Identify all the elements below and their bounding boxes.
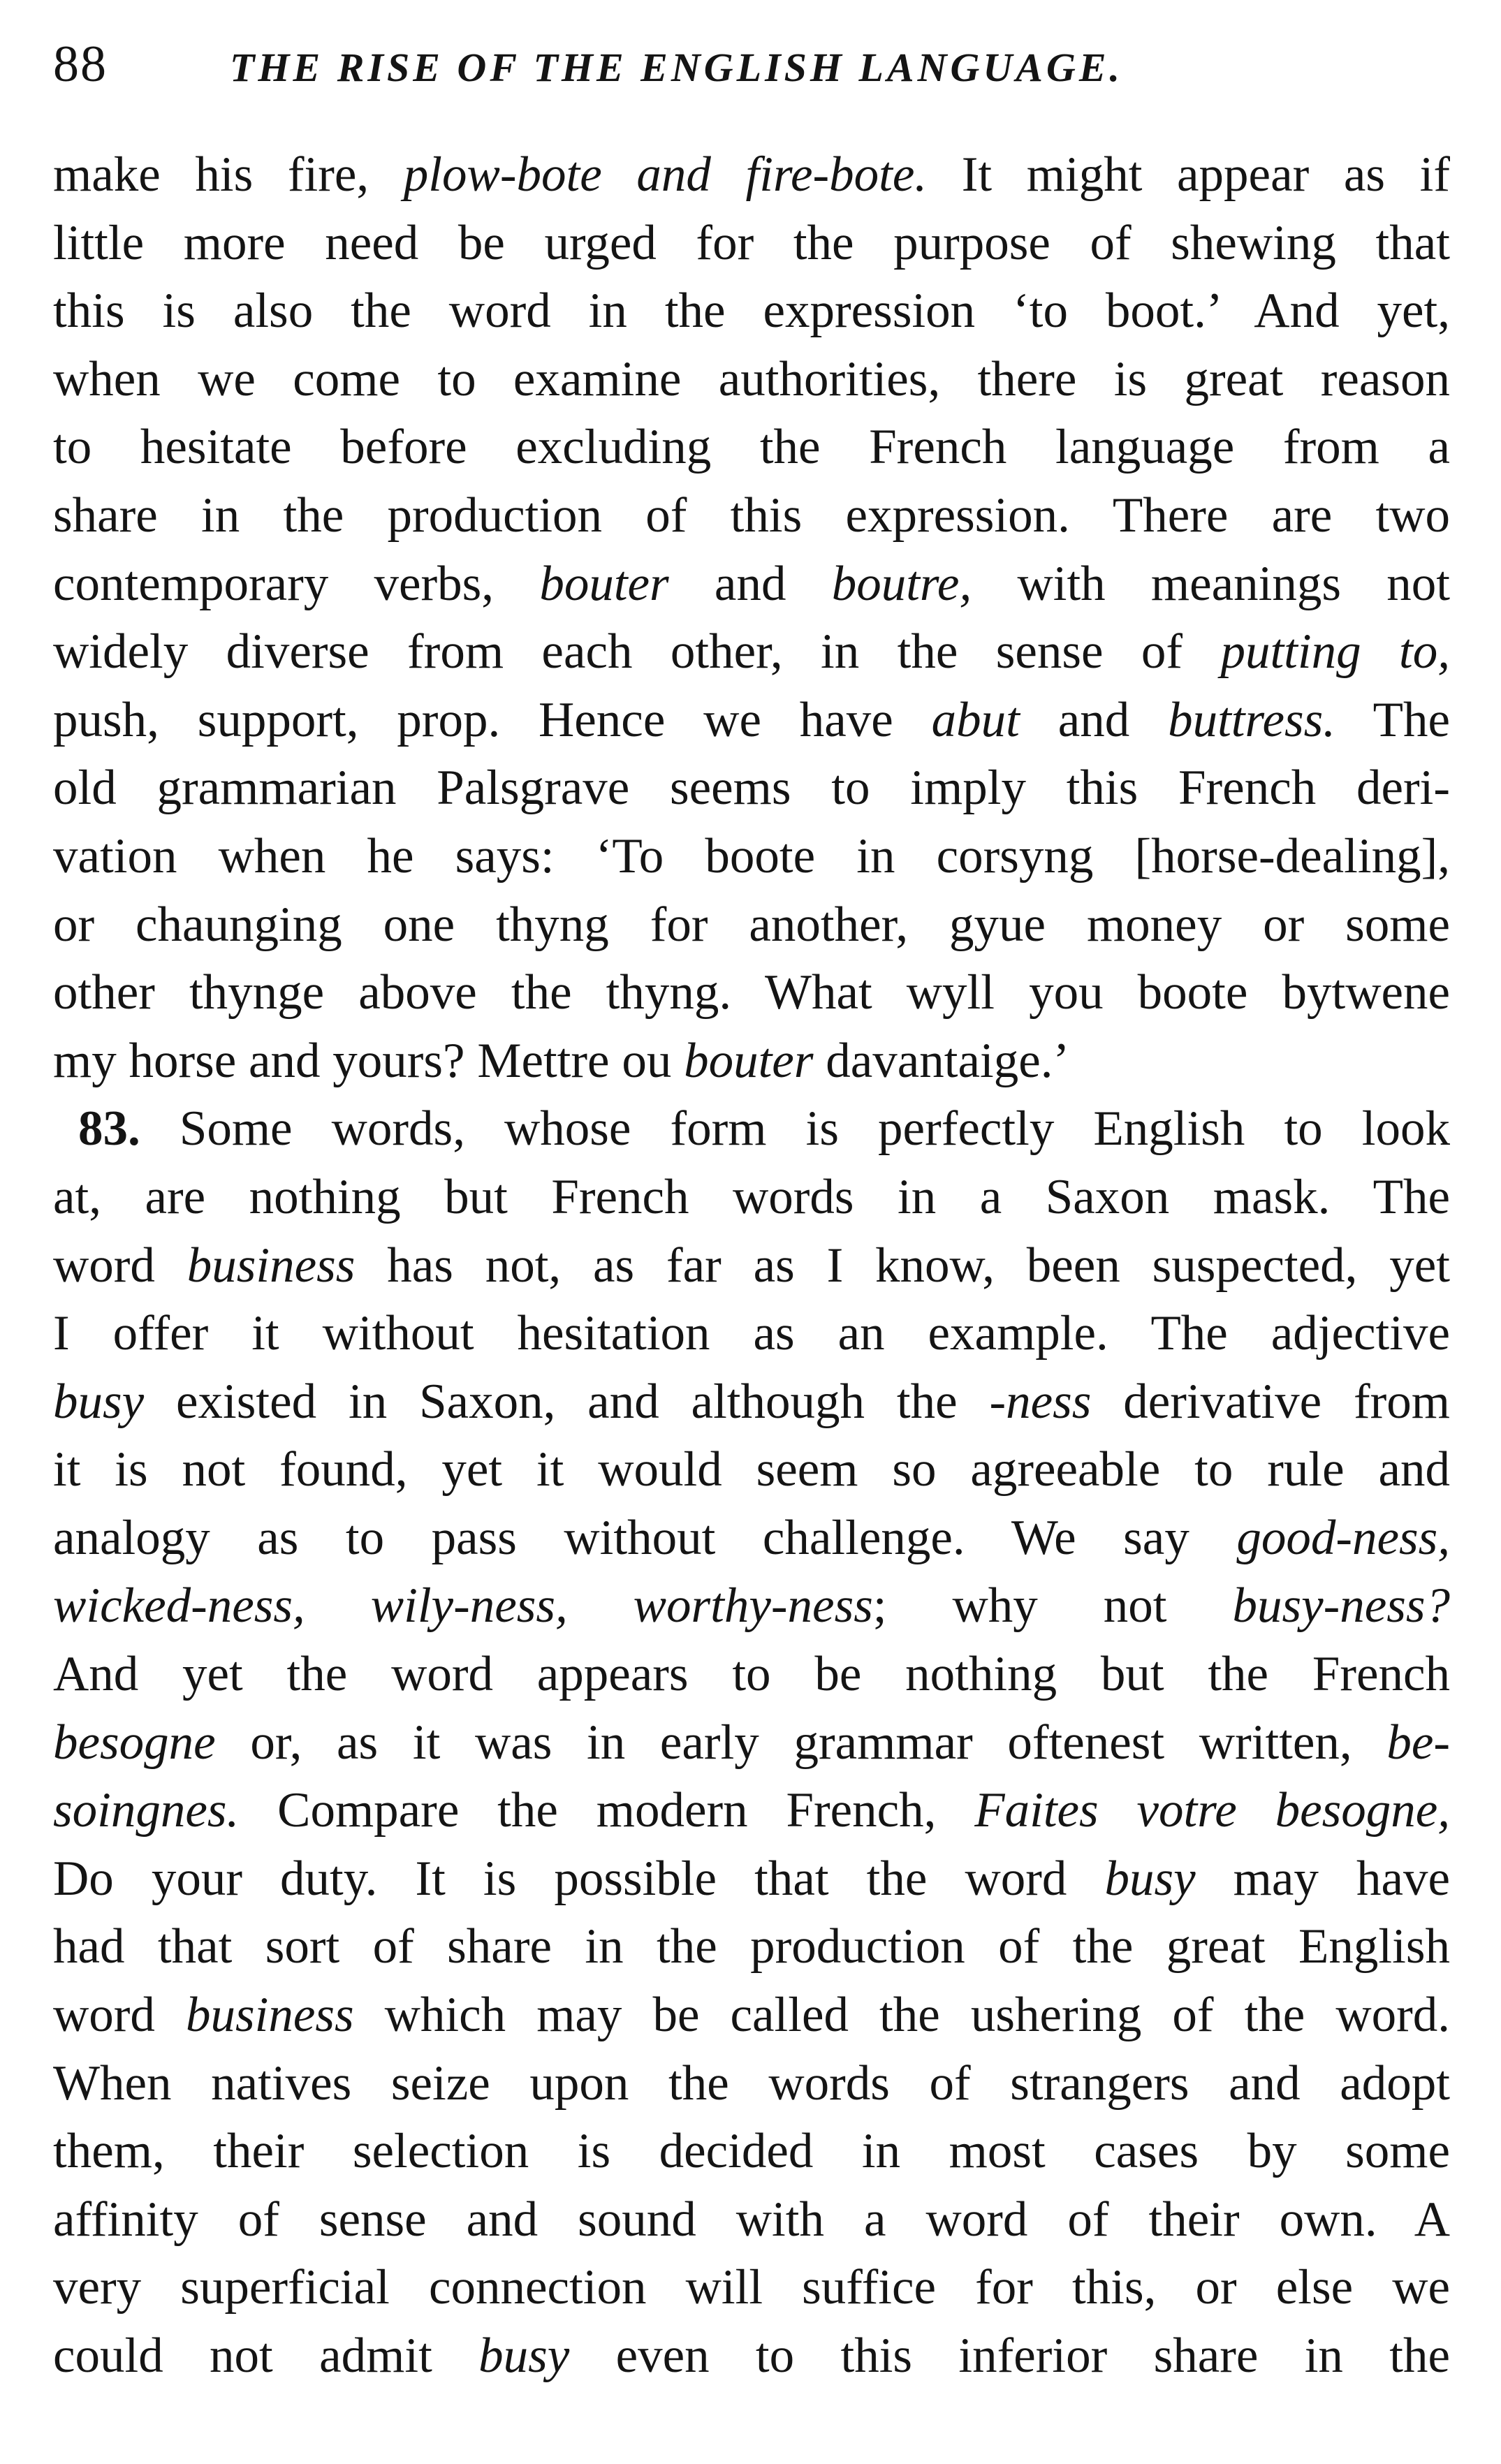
text-line [53,2254,1450,2322]
italic-term: busy [1104,1851,1196,1906]
text-segment: little more need be urged for the purpose of shewing that [53,215,1450,270]
text-line [53,1232,1450,1300]
text-segment: has not, as far as I know, been suspected, yet [355,1238,1450,1293]
text-segment: it is not found, yet it would seem so agreeable to rule and [53,1442,1450,1497]
italic-term: -ness [989,1374,1092,1429]
body-text [53,141,1450,2391]
text-line [53,141,1450,210]
text-line [53,891,1450,960]
text-segment: very superficial connection will suffice for this, or else we [53,2260,1450,2315]
text-line [53,2186,1450,2254]
italic-term: busy [478,2329,570,2383]
italic-term: bouter [684,1033,814,1088]
text-line [53,1504,1450,1573]
italic-term: bouter [539,556,669,611]
text-line [53,1368,1450,1437]
italic-term: Faites votre besogne, [974,1783,1450,1838]
running-head [53,35,1450,112]
text-segment: my horse and yours? Mettre ou [53,1033,684,1088]
text-line [53,1300,1450,1368]
text-line [53,277,1450,346]
text-segment: when we come to examine authorities, there is great reason [53,351,1450,406]
italic-term: busy [53,1374,145,1429]
page-number: 88 [53,36,108,93]
italic-term: plow-bote and fire-bote. [403,147,928,202]
italic-term: business [185,1988,354,2043]
text-segment: When natives seize upon the words of strangers and adopt [53,2055,1450,2111]
text-segment: share in the production of this expression. There are two [53,487,1450,543]
text-segment: word [53,1988,186,2043]
text-segment: and [1019,692,1169,747]
text-line [53,823,1450,891]
text-segment: had that sort of share in the production of the great English [53,1919,1450,1974]
text-segment: widely diverse from each other, in the sense of [53,624,1221,680]
section-number: 83. [78,1101,140,1157]
text-segment: make his fire, [53,147,404,202]
text-segment: at, are nothing but French words in a Saxon mask. The [53,1169,1450,1224]
text-segment: even to this inferior share in the [569,2329,1450,2383]
text-line [53,1572,1450,1641]
text-segment: push, support, prop. Hence we have [53,692,932,747]
text-segment: could not admit [53,2329,479,2383]
text-segment: or, as it was in early grammar oftenest written, [215,1715,1387,1770]
italic-term: be- [1386,1715,1450,1770]
text-segment: I offer it without hesitation as an example. The adjective [53,1306,1450,1361]
running-title: THE RISE OF THE ENGLISH LANGUAGE. [230,45,1124,90]
text-segment: this is also the word in the expression ‘to boot.’ And yet, [53,284,1450,339]
text-line [53,1845,1450,1914]
text-line [53,210,1450,278]
text-line [53,618,1450,687]
italic-term: busy-ness? [1232,1578,1450,1634]
text-segment: The [1335,692,1450,747]
italic-term: buttress. [1168,692,1336,747]
italic-term: good-ness, [1236,1510,1450,1565]
text-line [53,482,1450,550]
text-line [53,1641,1450,1709]
text-line [53,1095,1450,1164]
italic-term: wicked-ness, wily-ness, worthy-ness [53,1578,873,1634]
text-line [53,1913,1450,1981]
text-segment: And yet the word appears to be nothing but the French [53,1647,1450,1702]
text-line [53,1709,1450,1777]
text-segment: It might appear as if [927,147,1450,202]
text-line [53,687,1450,755]
text-segment: word [53,1238,187,1293]
text-line [53,2322,1450,2391]
text-segment: and [668,556,832,611]
italic-term: besogne [53,1715,216,1770]
book-page [53,35,1450,2391]
text-line [53,1436,1450,1504]
text-segment: Some words, whose form is perfectly English to look [140,1101,1450,1157]
text-segment: with meanings not [972,556,1450,611]
italic-term: abut [931,692,1020,747]
text-segment: Compare the modern French, [239,1783,975,1838]
text-line [53,2050,1450,2118]
text-segment: ; why not [872,1578,1233,1634]
text-segment: them, their selection is decided in most cases by some [53,2124,1450,2179]
text-line [53,413,1450,482]
text-segment: contemporary verbs, [53,556,540,611]
text-segment: derivative from [1091,1374,1450,1429]
text-line [53,1164,1450,1232]
text-line [53,1981,1450,2050]
text-segment: to hesitate before excluding the French language from a [53,420,1450,475]
text-segment: old grammarian Palsgrave seems to imply this French deri- [53,761,1450,816]
text-segment: or chaunging one thyng for another, gyue money or some [53,897,1450,952]
text-segment: may have [1195,1851,1450,1906]
text-line [53,1777,1450,1845]
text-line [53,959,1450,1027]
italic-term: boutre, [831,556,972,611]
text-segment: vation when he says: ‘To boote in corsyng [horse-dealing], [53,828,1450,883]
text-segment: affinity of sense and sound with a word of their own. A [53,2192,1450,2247]
text-segment: analogy as to pass without challenge. We say [53,1510,1237,1565]
text-segment: davantaige.’ [813,1033,1070,1088]
text-line [53,346,1450,414]
text-line [53,1027,1450,1096]
italic-term: putting to, [1220,624,1450,680]
italic-term: business [186,1238,356,1293]
italic-term: soingnes. [53,1783,240,1838]
text-line [53,2118,1450,2186]
text-segment: existed in Saxon, and although the [144,1374,990,1429]
text-segment: which may be called the ushering of the word. [353,1988,1450,2043]
text-segment: Do your duty. It is possible that the word [53,1851,1105,1906]
text-line [53,550,1450,619]
text-line [53,754,1450,823]
text-segment: other thynge above the thyng. What wyll you boote bytwene [53,965,1450,1020]
